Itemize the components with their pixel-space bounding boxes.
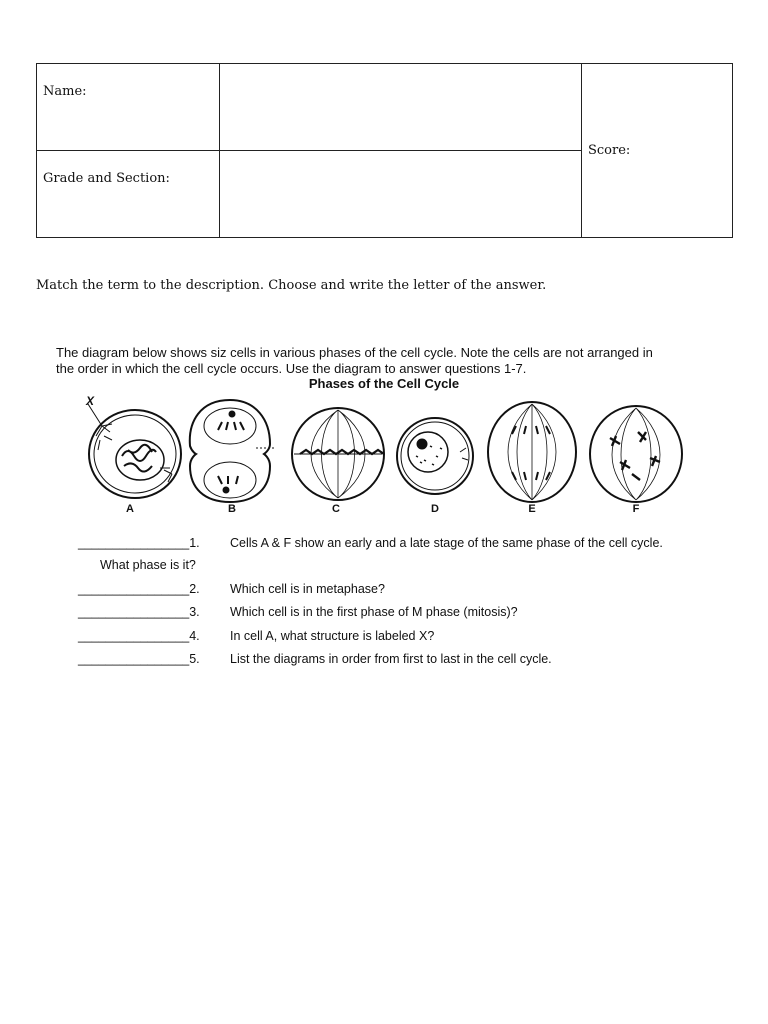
question-2 bbox=[78, 582, 385, 596]
grade-section-label: Grade and Section: bbox=[37, 151, 220, 238]
grade-section-field[interactable] bbox=[220, 151, 582, 238]
answer-blank-5[interactable]: ________________5. bbox=[78, 652, 200, 666]
score-label: Score: bbox=[582, 64, 733, 238]
question-1-continuation: What phase is it? bbox=[100, 558, 196, 572]
cell-label-d: D bbox=[431, 503, 439, 515]
name-field[interactable] bbox=[220, 64, 582, 151]
cell-label-c: C bbox=[332, 503, 340, 515]
question-3 bbox=[78, 605, 518, 619]
intro-line-1: The diagram below shows siz cells in various phases of the cell cycle. Note the cells are not arranged in bbox=[56, 345, 653, 360]
cell-label-e: E bbox=[528, 503, 536, 515]
intro-line-2: the order in which the cell cycle occurs. Use the diagram to answer questions 1-7. bbox=[56, 361, 527, 376]
instructions: Match the term to the description. Choose and write the letter of the answer. bbox=[36, 278, 547, 293]
cell-label-b: B bbox=[228, 503, 236, 515]
cell-b-image bbox=[190, 400, 276, 502]
question-4 bbox=[78, 629, 435, 643]
question-text-1: Cells A & F show an early and a late stage of the same phase of the cell cycle. bbox=[230, 536, 663, 550]
diagram-title: Phases of the Cell Cycle bbox=[308, 376, 460, 391]
answer-blank-1[interactable]: ________________1. bbox=[78, 536, 200, 550]
x-label: X bbox=[86, 394, 95, 408]
cell-e-image bbox=[488, 402, 576, 502]
question-1 bbox=[78, 536, 663, 550]
answer-blank-2[interactable]: ________________2. bbox=[78, 582, 200, 596]
question-text-2: Which cell is in metaphase? bbox=[230, 582, 385, 596]
answer-blank-3[interactable]: ________________3. bbox=[78, 605, 200, 619]
diagram-intro bbox=[56, 345, 716, 377]
student-info-table bbox=[36, 63, 733, 238]
cell-cycle-diagram bbox=[80, 396, 700, 504]
cell-label-f: F bbox=[632, 503, 640, 515]
question-text-3: Which cell is in the first phase of M phase (mitosis)? bbox=[230, 605, 518, 619]
cell-c-image bbox=[292, 408, 384, 500]
question-text-5: List the diagrams in order from first to last in the cell cycle. bbox=[230, 652, 552, 666]
question-text-4: In cell A, what structure is labeled X? bbox=[230, 629, 435, 643]
cell-d-image bbox=[397, 418, 473, 494]
question-5 bbox=[78, 652, 552, 666]
name-label: Name: bbox=[37, 64, 220, 151]
cell-a-image bbox=[88, 404, 181, 498]
cell-f-image bbox=[590, 406, 682, 502]
answer-blank-4[interactable]: ________________4. bbox=[78, 629, 200, 643]
cell-label-a: A bbox=[126, 503, 134, 515]
